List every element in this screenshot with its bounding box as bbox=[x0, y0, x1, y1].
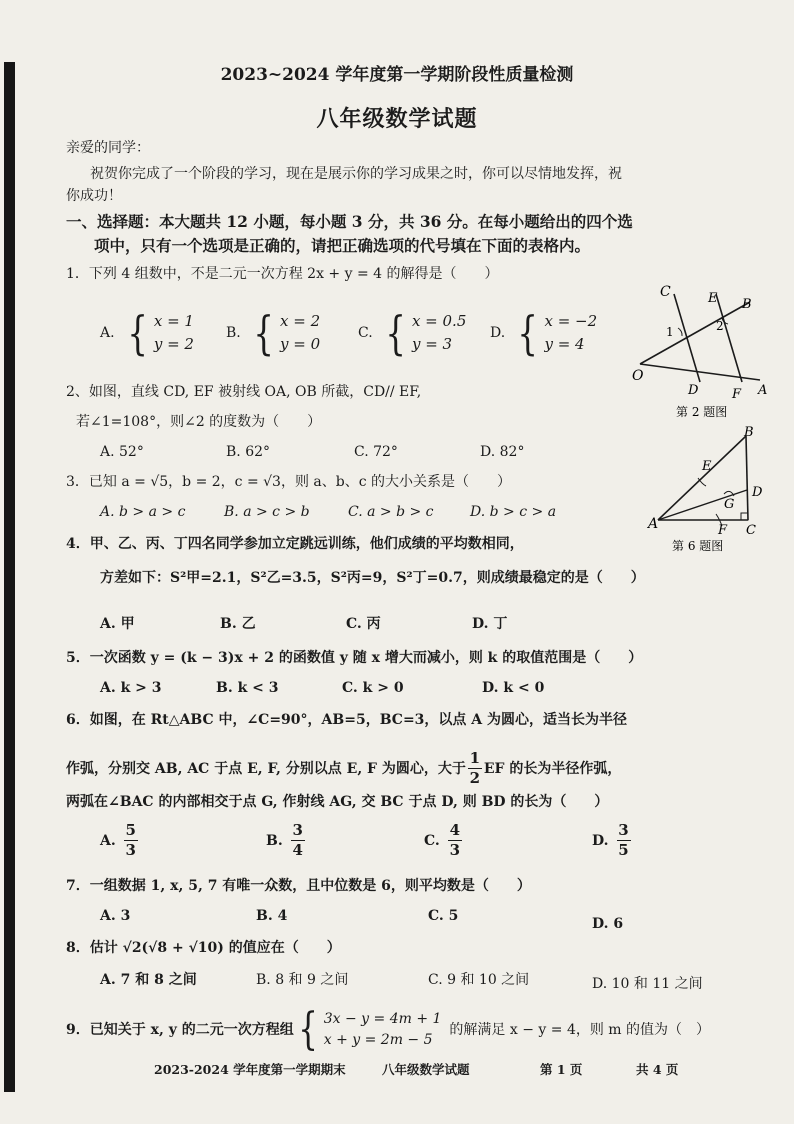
figure-2-caption: 第 2 题图 bbox=[676, 405, 728, 419]
footer-subject: 八年级数学试题 bbox=[382, 1062, 470, 1077]
label-angle-2: 2 bbox=[716, 319, 724, 333]
line-ef bbox=[716, 294, 742, 382]
q6-option-d: D. $\frac{3}{5}$ bbox=[592, 821, 629, 859]
q1-option-c: C. { x = 0.5 y = 3 bbox=[358, 306, 467, 360]
fraction-one-half: $\frac{1}{2}$ bbox=[469, 749, 481, 787]
q3-option-d: D. b > c > a bbox=[470, 504, 557, 520]
q6-line-2: 作弧，分别交 AB, AC 于点 E, F, 分别以点 E, F 为圆心，大于 $\frac{1}{2}$ EF 的长为半径作弧， bbox=[66, 749, 622, 787]
q8-option-c: C. 9 和 10 之间 bbox=[428, 972, 530, 988]
left-brace: { bbox=[517, 306, 539, 360]
label-b: B bbox=[742, 297, 752, 312]
q7-option-c: C. 5 bbox=[428, 908, 459, 924]
footer-total: 共 4 页 bbox=[636, 1062, 679, 1077]
q3-option-a: A. b > a > c bbox=[100, 504, 186, 520]
left-brace: { bbox=[297, 1004, 318, 1055]
section-1-line-2: 项中，只有一个选项是正确的，请把正确选项的代号填在下面的表格内。 bbox=[94, 236, 591, 255]
q7-stem: 7．一组数据 1, x, 5, 7 有唯一众数，且中位数是 6，则平均数是（ ） bbox=[66, 878, 531, 894]
label-angle-1: 1 bbox=[666, 325, 674, 339]
q5-option-c: C. k > 0 bbox=[342, 680, 404, 696]
left-brace: { bbox=[385, 306, 406, 360]
q2-option-d: D. 82° bbox=[480, 444, 525, 460]
label-f: F bbox=[732, 387, 742, 402]
q5-option-a: A. k > 3 bbox=[100, 680, 162, 696]
q5-stem: 5．一次函数 y = (k − 3)x + 2 的函数值 y 随 x 增大而减小，则 k 的取值范围是（ ） bbox=[66, 650, 643, 666]
figure-6-diagram bbox=[640, 424, 770, 556]
label-a: A bbox=[648, 516, 659, 532]
q4-option-b: B. 乙 bbox=[220, 616, 256, 632]
greeting: 亲爱的同学： bbox=[66, 140, 150, 156]
q5-option-d: D. k < 0 bbox=[482, 680, 545, 696]
q3-option-c: C. a > b > c bbox=[348, 504, 434, 520]
q1-stem: 1．下列 4 组数中，不是二元一次方程 2x + y = 4 的解得是（ ） bbox=[66, 266, 499, 282]
q2-option-a: A. 52° bbox=[100, 444, 144, 460]
exam-title: 2023~2024 学年度第一学期阶段性质量检测 bbox=[220, 65, 574, 85]
q1-option-a: A. { x = 1 y = 2 bbox=[100, 306, 194, 360]
angle-1-arc bbox=[678, 328, 682, 336]
q4-line-1: 4．甲、乙、丙、丁四名同学参加立定跳远训练，他们成绩的平均数相同， bbox=[66, 536, 524, 552]
q8-stem: 8．估计 √2(√8 + √10) 的值应在（ ） bbox=[66, 940, 341, 956]
label-a: A bbox=[758, 383, 768, 398]
footer-page: 第 1 页 bbox=[540, 1062, 583, 1077]
q1-option-d: D. { x = −2 y = 4 bbox=[490, 306, 598, 360]
q4-line-2: 方差如下：S²甲=2.1，S²乙=3.5，S²丙=9，S²丁=0.7，则成绩最稳定的是（ ） bbox=[100, 570, 645, 586]
side-bc bbox=[746, 436, 748, 520]
figure-6-caption: 第 6 题图 bbox=[672, 539, 724, 553]
q6-option-a: A. $\frac{5}{3}$ bbox=[100, 821, 136, 859]
q4-option-c: C. 丙 bbox=[346, 616, 381, 632]
label-b: B bbox=[744, 425, 754, 440]
label-c: C bbox=[660, 284, 671, 300]
binding-strip bbox=[4, 62, 15, 1092]
q2-option-c: C. 72° bbox=[354, 444, 398, 460]
figure-2-diagram bbox=[620, 282, 780, 422]
footer-exam: 2023-2024 学年度第一学期期末 bbox=[154, 1062, 346, 1077]
label-e: E bbox=[702, 459, 712, 474]
q6-line-1: 6．如图，在 Rt△ABC 中，∠C=90°，AB=5，BC=3，以点 A 为圆心，适当长为半径 bbox=[66, 712, 628, 728]
q6-option-b: B. $\frac{3}{4}$ bbox=[266, 821, 303, 859]
q6-line-3: 两弧在∠BAC 的内部相交于点 G, 作射线 AG, 交 BC 于点 D, 则 BD 的长为（ ） bbox=[66, 794, 609, 810]
q8-option-b: B. 8 和 9 之间 bbox=[256, 972, 349, 988]
exam-subtitle: 八年级数学试题 bbox=[316, 106, 478, 132]
label-d: D bbox=[752, 485, 763, 500]
q7-option-b: B. 4 bbox=[256, 908, 288, 924]
label-d: D bbox=[688, 383, 699, 398]
q4-option-a: A. 甲 bbox=[100, 616, 135, 632]
label-o: O bbox=[632, 368, 644, 384]
q5-option-b: B. k < 3 bbox=[216, 680, 279, 696]
section-1-line-1: 一、选择题：本大题共 12 小题，每小题 3 分，共 36 分。在每小题给出的四个选 bbox=[66, 212, 633, 231]
arc-e bbox=[698, 478, 706, 486]
label-g: G bbox=[724, 497, 735, 512]
label-c: C bbox=[746, 523, 756, 538]
q9-stem: 9．已知关于 x, y 的二元一次方程组 { 3x − y = 4m + 1 x + y = 2m − 5 的解满足 x − y = 4，则 m 的值为（ ） bbox=[66, 1004, 711, 1055]
label-f: F bbox=[718, 523, 728, 538]
label-e: E bbox=[708, 291, 718, 306]
left-brace: { bbox=[126, 306, 148, 360]
intro-line-2: 你成功！ bbox=[66, 188, 122, 204]
intro-line-1: 祝贺你完成了一个阶段的学习，现在是展示你的学习成果之时，你可以尽情地发挥，祝 bbox=[90, 166, 622, 182]
q1-option-b: B. { x = 2 y = 0 bbox=[226, 306, 321, 360]
ray-oa bbox=[640, 364, 760, 380]
q3-option-b: B. a > c > b bbox=[224, 504, 310, 520]
q8-option-d: D. 10 和 11 之间 bbox=[592, 976, 703, 992]
q3-stem: 3．已知 a = √5，b = 2，c = √3，则 a、b、c 的大小关系是（ ） bbox=[66, 474, 512, 490]
q4-option-d: D. 丁 bbox=[472, 616, 508, 632]
right-angle-mark bbox=[741, 513, 748, 520]
q2-line-2: 若∠1=108°，则∠2 的度数为（ ） bbox=[76, 414, 322, 430]
q6-option-c: C. $\frac{4}{3}$ bbox=[424, 821, 460, 859]
q2-line-1: 2、如图，直线 CD, EF 被射线 OA, OB 所截，CD// EF, bbox=[66, 384, 422, 400]
q2-option-b: B. 62° bbox=[226, 444, 271, 460]
q7-option-d: D. 6 bbox=[592, 916, 624, 932]
left-brace: { bbox=[253, 306, 274, 360]
q7-option-a: A. 3 bbox=[100, 908, 131, 924]
q8-option-a: A. 7 和 8 之间 bbox=[100, 972, 197, 988]
